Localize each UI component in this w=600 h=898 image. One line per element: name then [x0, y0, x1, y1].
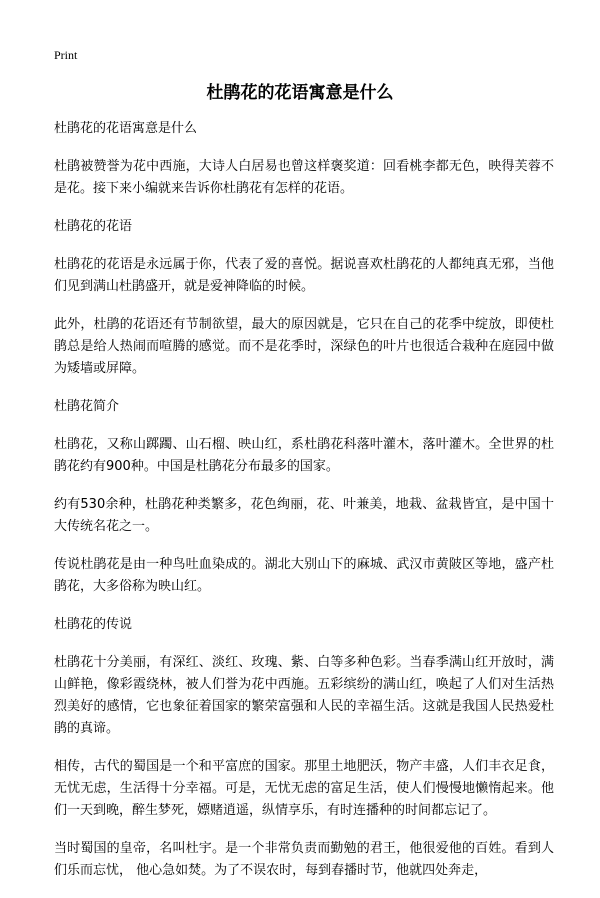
paragraph-intro-1: 杜鹃花，又称山踯躅、山石榴、映山红，系杜鹃花科落叶灌木，落叶灌木。全世界的杜鹃花约有900种。中国是杜鹃花分布最多的国家。	[54, 437, 554, 474]
section-heading-meaning: 杜鹃花的花语寓意是什么	[54, 121, 198, 136]
article-body	[54, 118, 554, 898]
paragraph-legend-1: 杜鹃花十分美丽，有深红、淡红、玫瑰、紫、白等多种色彩。当春季满山红开放时，满山鲜艳，像彩霞绕林，被人们誉为花中西施。五彩缤纷的满山红，唤起了人们对生活热烈美好的感情，它也象征着国家的繁荣富强和人民的幸福生活。这就是我国人民热爱杜鹃的真谛。	[54, 655, 554, 736]
paragraph-legend-3: 当时蜀国的皇帝，名叫杜宇。是一个非常负责而勤勉的君王，他很爱他的百姓。看到人们乐而忘忧， 他心急如焚。为了不误农时，每到春播时节，他就四处奔走，	[54, 841, 554, 878]
paragraph-intro: 杜鹃被赞誉为花中西施，大诗人白居易也曾这样褒奖道：回看桃李都无色，映得芙蓉不是花。接下来小编就来告诉你杜鹃花有怎样的花语。	[54, 159, 554, 196]
paragraph-intro-2: 约有530余种，杜鹃花种类繁多，花色绚丽，花、叶兼美，地栽、盆栽皆宜，是中国十大传统名花之一。	[54, 497, 554, 534]
paragraph-language-1: 杜鹃花的花语是永远属于你，代表了爱的喜悦。据说喜欢杜鹃花的人都纯真无邪，当他们见到满山杜鹃盛开，就是爱神降临的时候。	[54, 257, 554, 294]
paragraph-intro-3: 传说杜鹃花是由一种鸟吐血染成的。湖北大别山下的麻城、武汉市黄陂区等地，盛产杜鹃花，大多俗称为映山红。	[54, 557, 554, 594]
section-heading-flower-language: 杜鹃花的花语	[54, 219, 133, 234]
section-heading-introduction: 杜鹃花简介	[54, 399, 120, 414]
print-link[interactable]: Print	[54, 48, 78, 62]
paragraph-legend-2: 相传，古代的蜀国是一个和平富庶的国家。那里土地肥沃，物产丰盛，人们丰衣足食，无忧无虑，生活得十分幸福。可是，无忧无虑的富足生活，使人们慢慢地懒惰起来。他们一天到晚，醉生梦死，嫖赌逍遥，纵情享乐，有时连播种的时间都忘记了。	[54, 759, 554, 818]
section-heading-legend: 杜鹃花的传说	[54, 617, 133, 632]
page-title: 杜鹃花的花语寓意是什么	[206, 83, 394, 103]
paragraph-language-2: 此外，杜鹃的花语还有节制欲望，最大的原因就是，它只在自己的花季中绽放，即使杜鹃总是给人热闹而喧腾的感觉。而不是花季时，深绿色的叶片也很适合栽种在庭园中做为矮墙或屏障。	[54, 317, 554, 376]
